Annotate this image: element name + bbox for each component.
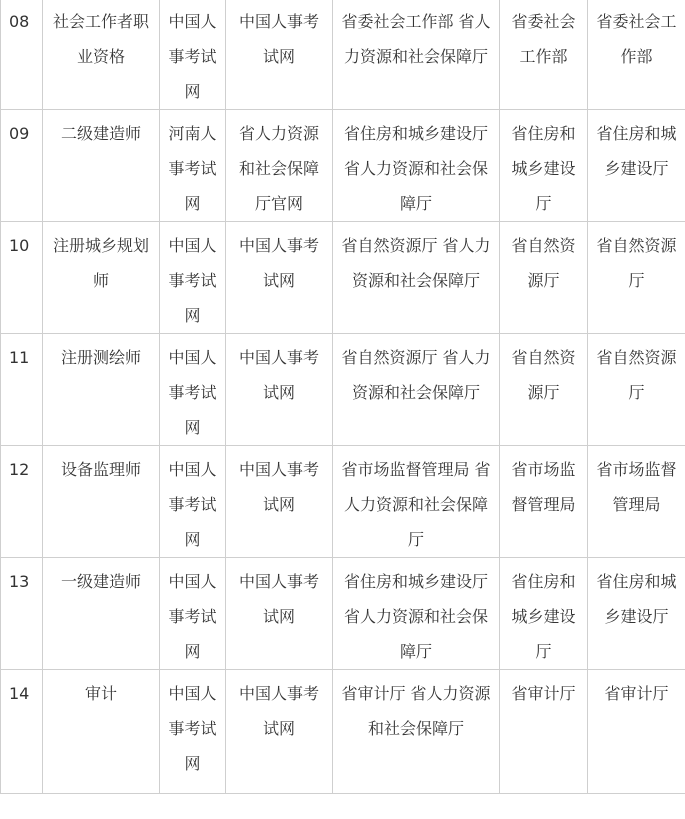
exam-name: 注册测绘师 [43,334,160,446]
organizing-department: 省审计厅 [588,670,685,794]
row-number: 14 [1,670,43,794]
table-row [1,0,685,110]
review-department: 省自然资源厅 [500,334,588,446]
registration-site: 河南人事考试网 [160,110,226,222]
organizing-department: 省自然资源厅 [588,222,685,334]
registration-site: 中国人事考试网 [160,670,226,794]
info-website: 中国人事考试网 [226,222,333,334]
row-number: 09 [1,110,43,222]
row-number: 12 [1,446,43,558]
info-website: 中国人事考试网 [226,558,333,670]
info-website: 中国人事考试网 [226,446,333,558]
table-row [1,670,685,794]
issuing-departments: 省自然资源厅 省人力资源和社会保障厅 [333,222,500,334]
exam-name: 设备监理师 [43,446,160,558]
issuing-departments: 省委社会工作部 省人力资源和社会保障厅 [333,0,500,110]
registration-site: 中国人事考试网 [160,334,226,446]
registration-site: 中国人事考试网 [160,222,226,334]
table-row [1,110,685,222]
review-department: 省住房和城乡建设厅 [500,110,588,222]
review-department: 省自然资源厅 [500,222,588,334]
review-department: 省委社会工作部 [500,0,588,110]
info-website: 中国人事考试网 [226,334,333,446]
exam-name: 审计 [43,670,160,794]
table-row [1,558,685,670]
exam-name: 一级建造师 [43,558,160,670]
review-department: 省市场监督管理局 [500,446,588,558]
issuing-departments: 省市场监督管理局 省人力资源和社会保障厅 [333,446,500,558]
table-row [1,334,685,446]
registration-site: 中国人事考试网 [160,446,226,558]
info-website: 中国人事考试网 [226,670,333,794]
row-number: 11 [1,334,43,446]
issuing-departments: 省住房和城乡建设厅 省人力资源和社会保障厅 [333,558,500,670]
exam-name: 社会工作者职业资格 [43,0,160,110]
issuing-departments: 省自然资源厅 省人力资源和社会保障厅 [333,334,500,446]
table-row [1,222,685,334]
info-website: 中国人事考试网 [226,0,333,110]
registration-site: 中国人事考试网 [160,558,226,670]
organizing-department: 省住房和城乡建设厅 [588,558,685,670]
row-number: 10 [1,222,43,334]
organizing-department: 省市场监督管理局 [588,446,685,558]
row-number: 13 [1,558,43,670]
review-department: 省住房和城乡建设厅 [500,558,588,670]
exam-name: 二级建造师 [43,110,160,222]
review-department: 省审计厅 [500,670,588,794]
info-website: 省人力资源和社会保障厅官网 [226,110,333,222]
organizing-department: 省委社会工作部 [588,0,685,110]
exam-name: 注册城乡规划师 [43,222,160,334]
table-row [1,446,685,558]
issuing-departments: 省住房和城乡建设厅 省人力资源和社会保障厅 [333,110,500,222]
registration-site: 中国人事考试网 [160,0,226,110]
row-number: 08 [1,0,43,110]
organizing-department: 省自然资源厅 [588,334,685,446]
organizing-department: 省住房和城乡建设厅 [588,110,685,222]
issuing-departments: 省审计厅 省人力资源和社会保障厅 [333,670,500,794]
